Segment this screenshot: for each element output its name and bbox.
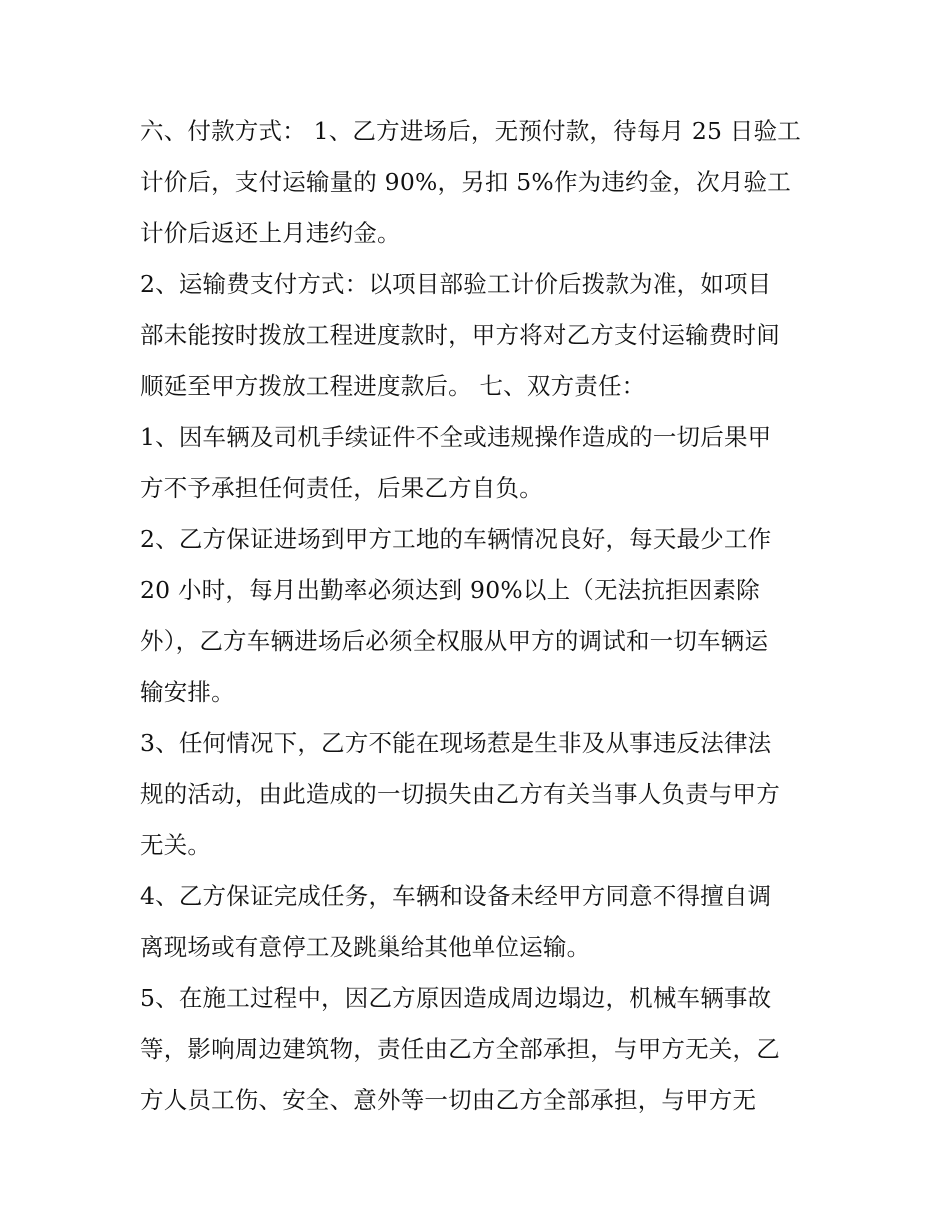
text-line: 外），乙方车辆进场后必须全权服从甲方的调试和一切车辆运 <box>140 627 769 655</box>
document-body <box>140 106 820 1126</box>
text-line: 20 小时，每月出勤率必须达到 90%以上（无法抗拒因素除 <box>140 576 760 604</box>
text-line: 5、在施工过程中，因乙方原因造成周边塌边，机械车辆事故 <box>140 984 772 1012</box>
text-line: 方不予承担任何责任，后果乙方自负。 <box>140 474 543 502</box>
text-line: 1、因车辆及司机手续证件不全或违规操作造成的一切后果甲 <box>140 423 772 451</box>
text-line: 2、乙方保证进场到甲方工地的车辆情况良好，每天最少工作 <box>140 525 772 553</box>
text-line: 规的活动，由此造成的一切损失由乙方有关当事人负责与甲方 <box>140 780 780 808</box>
text-line: 计价后，支付运输量的 90%，另扣 5%作为违约金，次月验工 <box>140 168 791 196</box>
text-line: 2、运输费支付方式：以项目部验工计价后拨款为准，如项目 <box>140 270 772 298</box>
text-line: 部未能按时拨放工程进度款时，甲方将对乙方支付运输费时间 <box>140 321 780 349</box>
text-line: 方人员工伤、安全、意外等一切由乙方全部承担，与甲方无 <box>140 1086 757 1114</box>
text-line: 离现场或有意停工及跳巢给其他单位运输。 <box>140 933 591 961</box>
text-line: 3、任何情况下，乙方不能在现场惹是生非及从事违反法律法 <box>140 729 772 757</box>
text-line: 4、乙方保证完成任务，车辆和设备未经甲方同意不得擅自调 <box>140 882 772 910</box>
text-line: 无关。 <box>140 831 212 859</box>
text-line: 六、付款方式： 1、乙方进场后，无预付款，待每月 25 日验工 <box>140 117 801 145</box>
text-line: 顺延至甲方拨放工程进度款后。 七、双方责任： <box>140 372 646 400</box>
text-line: 等，影响周边建筑物，责任由乙方全部承担，与甲方无关，乙 <box>140 1035 780 1063</box>
text-line: 输安排。 <box>140 678 235 706</box>
text-line: 计价后返还上月违约金。 <box>140 219 401 247</box>
